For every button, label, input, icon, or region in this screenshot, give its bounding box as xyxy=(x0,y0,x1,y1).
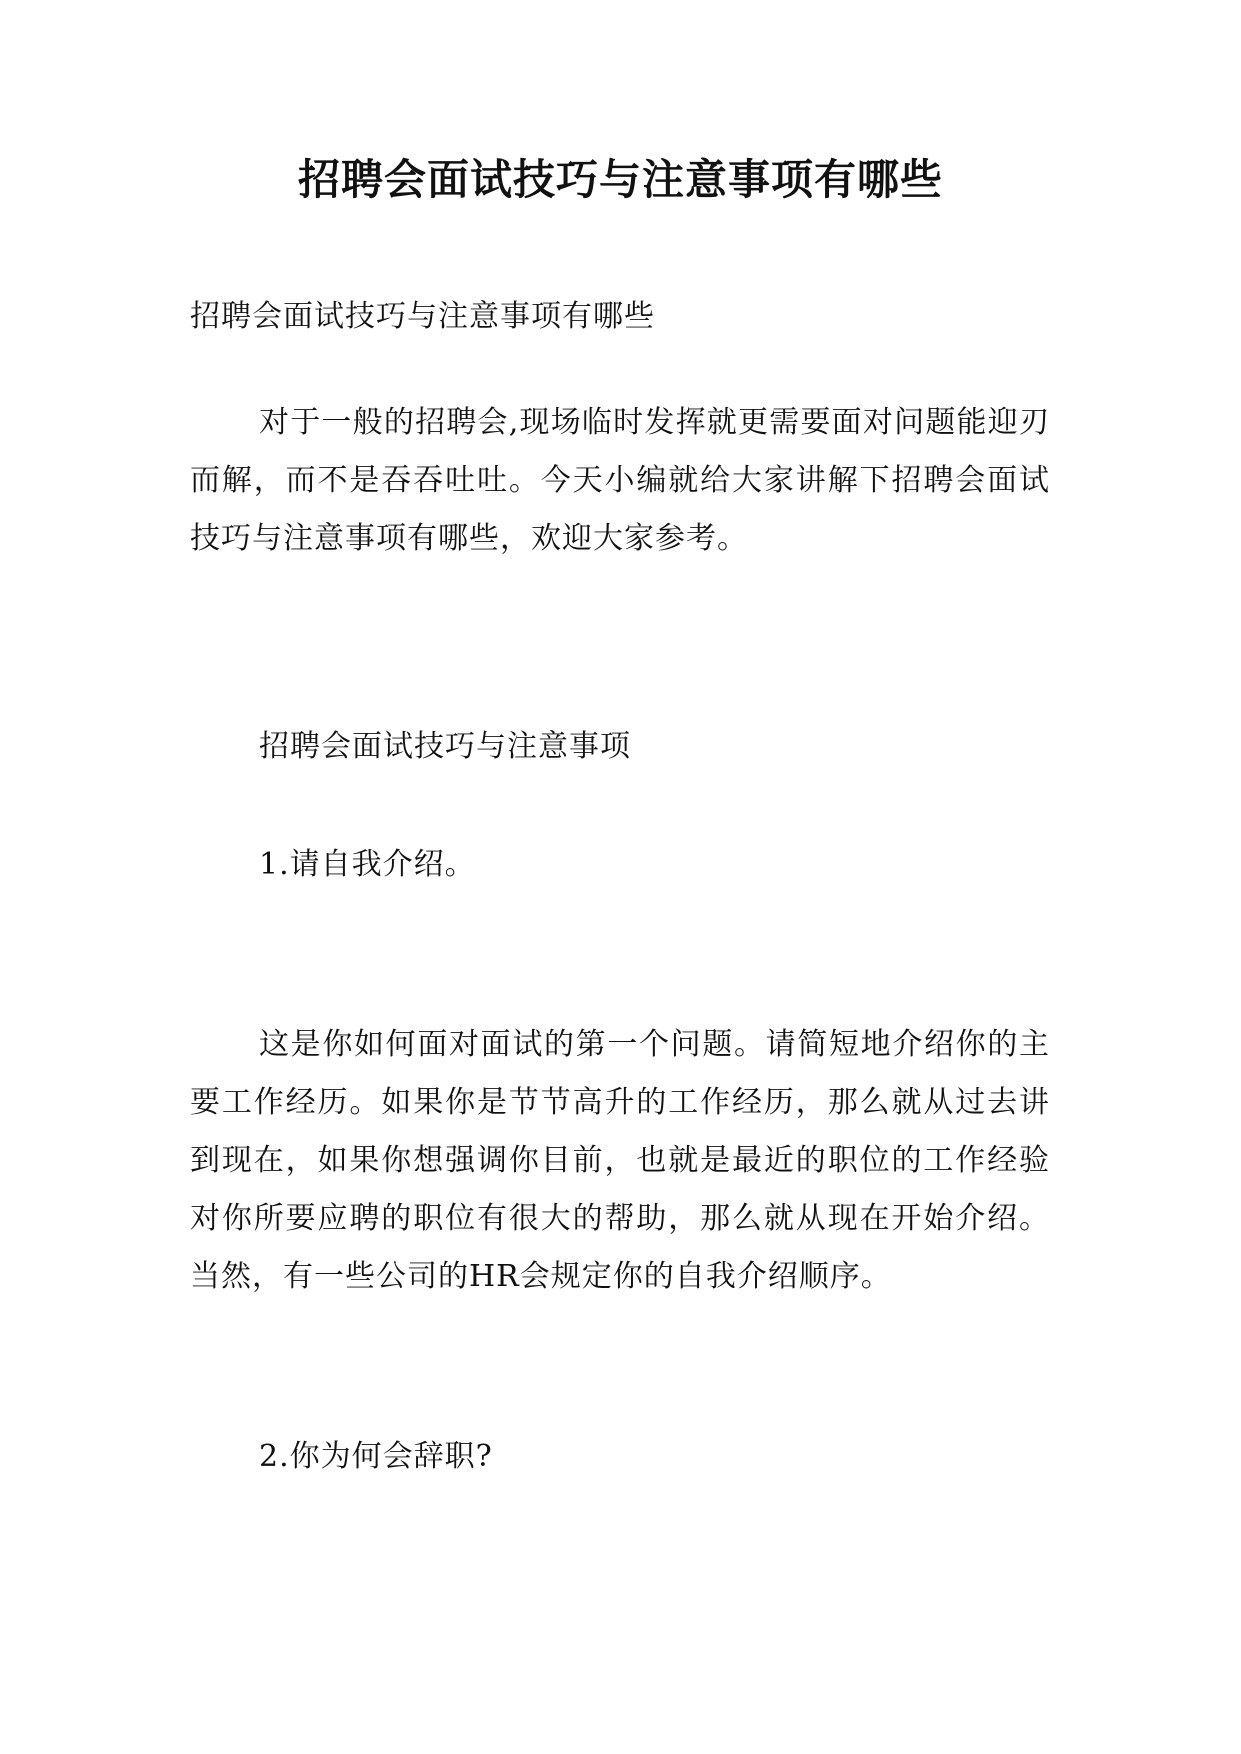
question-2-heading: 2.你为何会辞职? xyxy=(259,1439,493,1474)
section-heading: 招聘会面试技巧与注意事项 xyxy=(259,729,631,764)
intro-paragraph: 对于一般的招聘会,现场临时发挥就更需要面对问题能迎刃而解，而不是吞吞吐吐。今天小编就给大家讲解下招聘会面试技巧与注意事项有哪些，欢迎大家参考。 xyxy=(190,405,1050,556)
document-body xyxy=(190,288,1050,1486)
question-1-heading: 1.请自我介绍。 xyxy=(259,847,476,882)
document-title: 招聘会面试技巧与注意事项有哪些 xyxy=(297,155,943,204)
question-1-body: 这是你如何面对面试的第一个问题。请简短地介绍你的主要工作经历。如果你是节节高升的工作经历，那么就从过去讲到现在，如果你想强调你目前，也就是最近的职位的工作经验对你所要应聘的职位有很大的帮助，那么就从现在开始介绍。当然，有一些公司的HR会规定你的自我介绍顺序。 xyxy=(190,1027,1050,1294)
subtitle-paragraph: 招聘会面试技巧与注意事项有哪些 xyxy=(190,299,655,334)
